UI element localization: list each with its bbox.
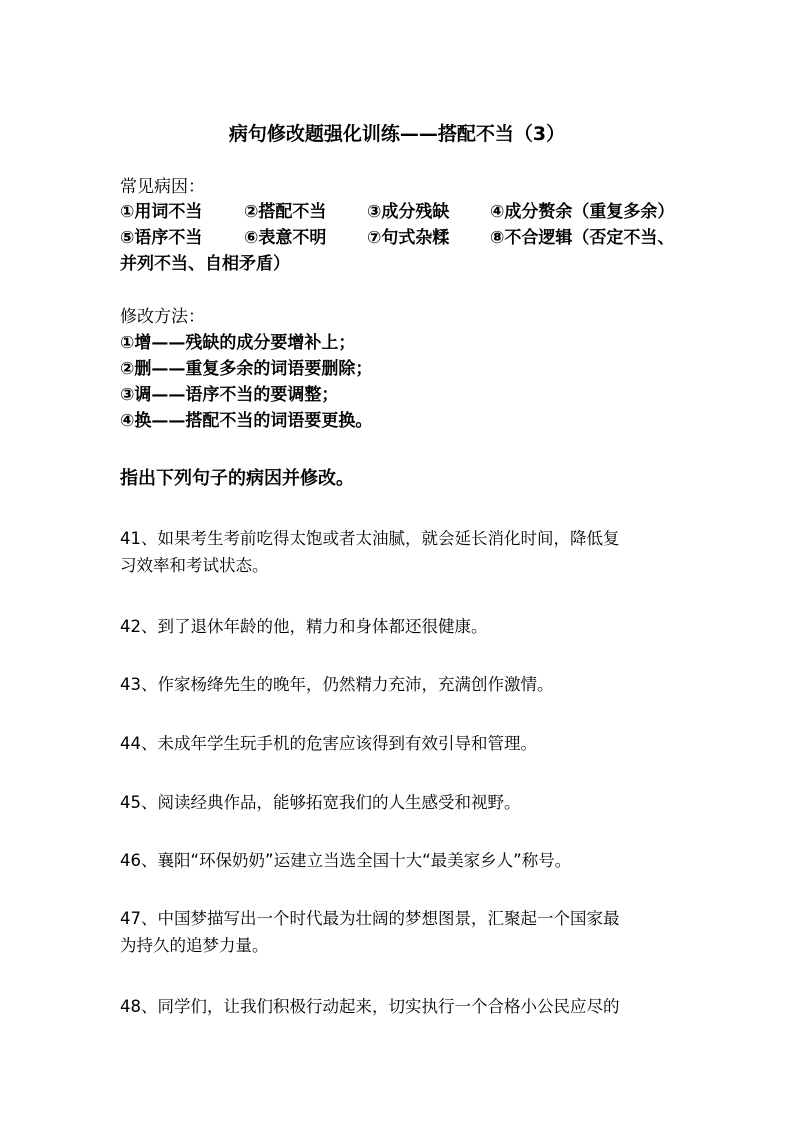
question-line: 43、作家杨绛先生的晚年，仍然精力充沛，充满创作激情。 [120,675,554,694]
cause-item: ⑧不合逻辑（否定不当、 [490,228,675,248]
method-item: ④换——搭配不当的词语要更换。 [120,411,373,431]
question-line: 习效率和考试状态。 [120,556,269,575]
methods-label: 修改方法： [120,307,205,327]
cause-item: ①用词不当 [120,202,203,222]
question-47 [120,905,685,959]
cause-item: ④成分赘余（重复多余） [490,202,675,222]
question-line: 44、未成年学生玩手机的危害应该得到有效引导和管理。 [120,734,537,753]
question-45 [120,789,685,816]
causes-row-3: 并列不当、自相矛盾） [120,254,290,274]
method-item: ③调——语序不当的要调整； [120,385,339,405]
question-line: 45、阅读经典作品，能够拓宽我们的人生感受和视野。 [120,793,521,812]
question-42 [120,613,685,640]
page-title: 病句修改题强化训练——搭配不当（3） [228,123,566,145]
question-line: 为持久的追梦力量。 [120,936,269,955]
question-line: 46、襄阳“环保奶奶”运建立当选全国十大“最美家乡人”称号。 [120,851,572,870]
question-line: 42、到了退休年龄的他，精力和身体都还很健康。 [120,617,488,636]
question-line: 47、中国梦描写出一个时代最为壮阔的梦想图景，汇聚起一个国家最 [120,909,620,928]
cause-item: ⑦句式杂糅 [367,228,450,248]
question-46 [120,847,685,874]
cause-item: ②搭配不当 [244,202,327,222]
question-43 [120,671,685,698]
method-item: ①增——残缺的成分要增补上； [120,333,356,353]
cause-item: ⑥表意不明 [244,228,327,248]
question-48 [120,993,685,1020]
question-44 [120,730,685,757]
cause-item: ⑤语序不当 [120,228,203,248]
question-line: 41、如果考生考前吃得太饱或者太油腻，就会延长消化时间，降低复 [120,529,620,548]
instruction-heading: 指出下列句子的病因并修改。 [120,468,354,489]
causes-label: 常见病因： [120,177,205,197]
question-41 [120,525,685,579]
question-line: 48、同学们，让我们积极行动起来，切实执行一个合格小公民应尽的 [120,997,620,1016]
cause-item: ③成分残缺 [367,202,450,222]
method-item: ②删——重复多余的词语要删除； [120,359,373,379]
